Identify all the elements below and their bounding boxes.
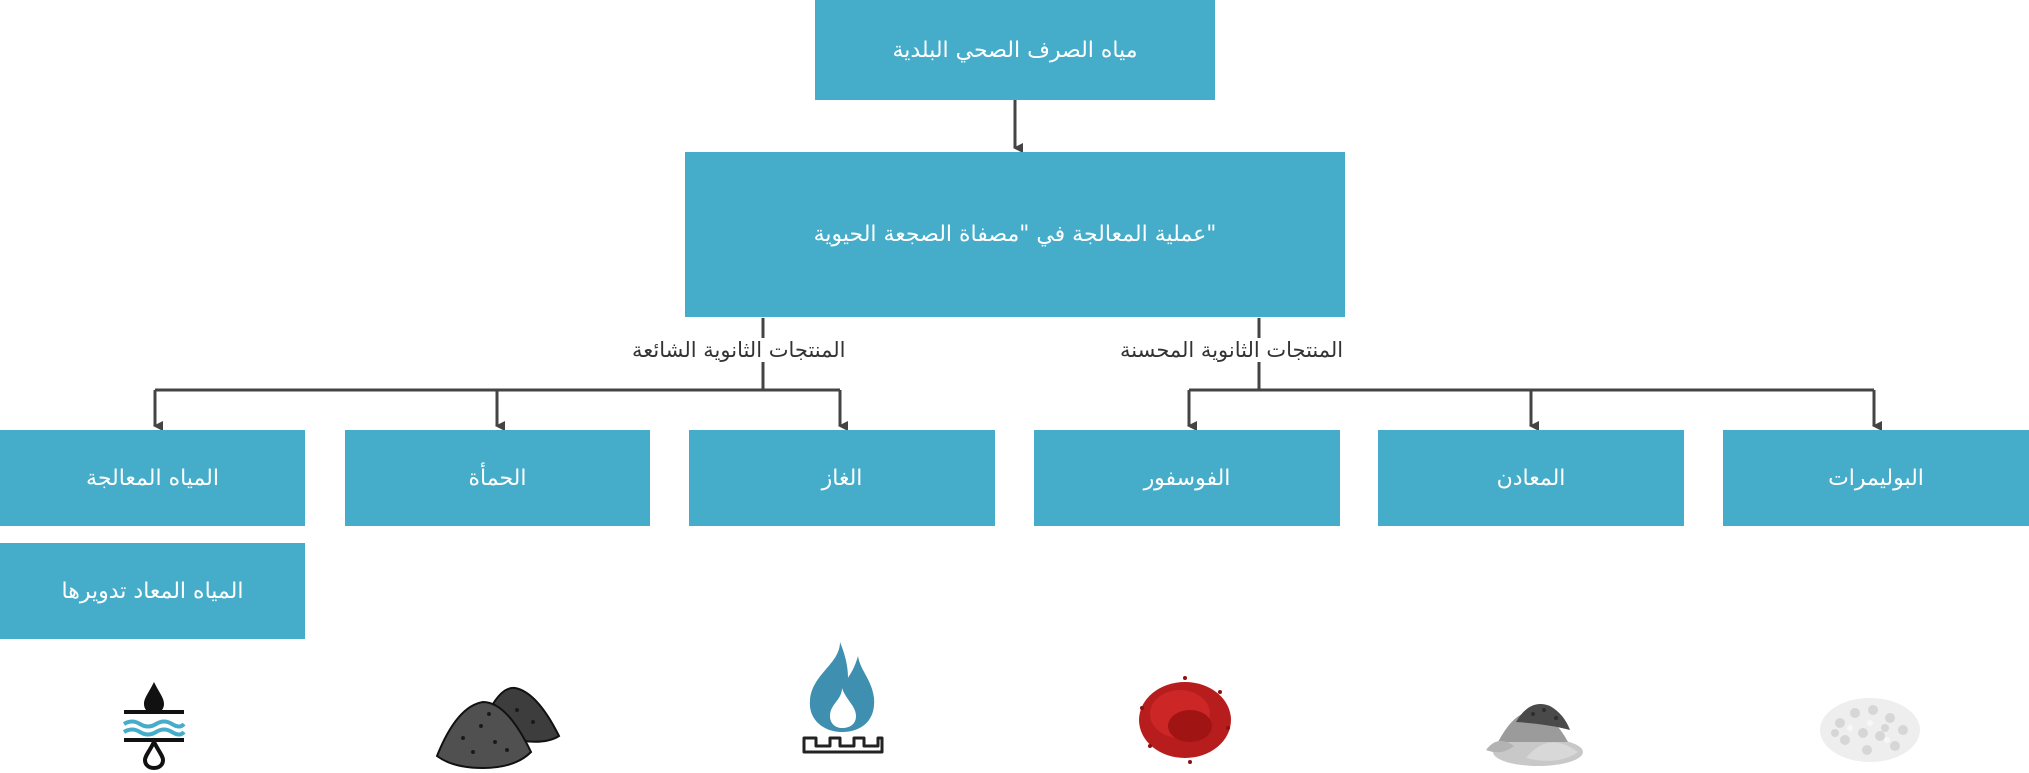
sludge-pile-icon (433, 680, 563, 770)
water-treatment-icon (118, 678, 190, 770)
process-label: "عملية المعالجة في "مصفاة الصجعة الحيوية (813, 222, 1217, 247)
minerals-label: المعادن (1496, 465, 1566, 491)
sludge-label: الحمأة (468, 465, 527, 491)
phosphorus-label: الفوسفور (1143, 465, 1231, 491)
gas-box (689, 430, 995, 526)
sludge-box (345, 430, 650, 526)
polymer-granules-icon (1815, 688, 1925, 768)
minerals-box (1378, 430, 1684, 526)
root-box (815, 0, 1215, 100)
gas-flame-icon (800, 640, 885, 760)
phosphorus-box (1034, 430, 1340, 526)
recycled-water-box (0, 543, 305, 639)
polymers-label: البوليمرات (1828, 465, 1924, 491)
gas-label: الغاز (821, 465, 863, 491)
polymers-box (1723, 430, 2029, 526)
root-label: مياه الصرف الصحي البلدية (892, 37, 1138, 63)
treated-water-box (0, 430, 305, 526)
red-phosphorus-powder-icon (1130, 668, 1240, 768)
common-branch-label: المنتجات الثانوية الشائعة (626, 338, 852, 362)
mineral-powder-icon (1478, 680, 1588, 770)
recycled-water-label: المياه المعاد تدويرها (61, 578, 244, 604)
process-box (685, 152, 1345, 317)
treated-water-label: المياه المعالجة (86, 465, 219, 491)
enhanced-branch-label: المنتجات الثانوية المحسنة (1114, 338, 1349, 362)
